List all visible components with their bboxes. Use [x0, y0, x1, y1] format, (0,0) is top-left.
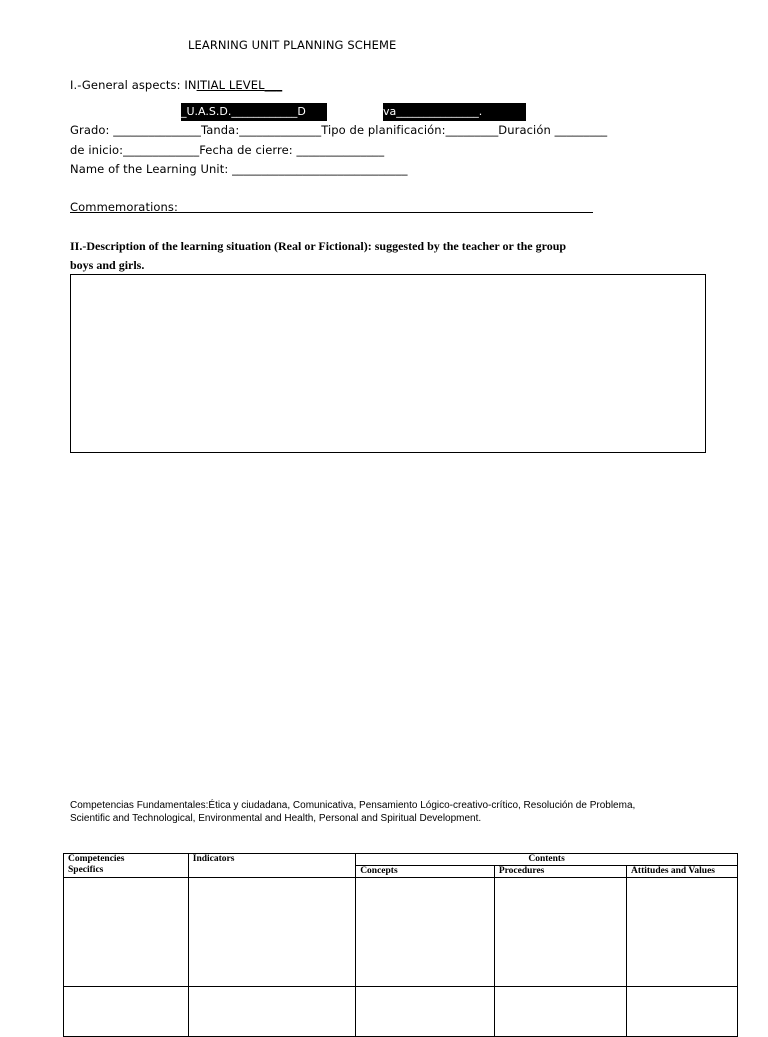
description-heading	[70, 237, 566, 275]
header-competencies-line-1: Competencies	[68, 854, 125, 864]
header-contents: Contents	[356, 854, 738, 866]
header-competencies-line-2: Specifics	[68, 865, 104, 875]
table-cell[interactable]	[188, 987, 355, 1037]
commemorations-line[interactable]	[173, 212, 593, 213]
tipo-planificacion-field[interactable]: Tipo de planificación:_________	[321, 123, 499, 137]
competencies-line-1: Competencias Fundamentales:Ética y ciudadana, Comunicativa, Pensamiento Lógico-creativo-crítico, Resolución de Problema,	[70, 800, 636, 811]
table-cell[interactable]	[356, 878, 495, 987]
commemorations-label: Commemorations:	[70, 200, 178, 214]
initial-level-text: ITIAL LEVEL	[196, 78, 265, 92]
tanda-field[interactable]: Tanda:______________	[201, 123, 322, 137]
table-cell[interactable]	[64, 987, 189, 1037]
fields-row-2	[70, 143, 384, 157]
table-row	[64, 987, 738, 1037]
description-box[interactable]	[70, 274, 706, 453]
table-row	[64, 878, 738, 987]
table-cell[interactable]	[494, 987, 626, 1037]
header-concepts: Concepts	[356, 866, 495, 878]
redaction-bar-left	[181, 103, 327, 121]
description-line-1: II.-Description of the learning situation (Real or Fictional): suggested by the teacher or the group	[70, 239, 567, 253]
planning-table	[63, 853, 738, 1037]
initial-level-blank: ___	[264, 78, 283, 92]
header-procedures: Procedures	[494, 866, 626, 878]
header-attitudes: Attitudes and Values	[627, 866, 738, 878]
grado-field[interactable]: Grado: _______________	[70, 123, 202, 137]
table-cell[interactable]	[188, 878, 355, 987]
table-cell[interactable]	[64, 878, 189, 987]
competencies-text	[70, 799, 710, 825]
header-competencies	[64, 854, 189, 878]
competencies-line-2: Scientific and Technological, Environmental and Health, Personal and Spiritual Development.	[70, 813, 482, 824]
description-line-2: boys and girls.	[70, 258, 145, 272]
table-cell[interactable]	[627, 878, 738, 987]
general-aspects-line	[70, 78, 282, 92]
table-cell[interactable]	[627, 987, 738, 1037]
duracion-field[interactable]: Duración _________	[498, 123, 608, 137]
fecha-inicio-field[interactable]: de inicio:_____________	[70, 143, 200, 157]
fecha-cierre-field[interactable]: Fecha de cierre: _______________	[199, 143, 385, 157]
table-cell[interactable]	[494, 878, 626, 987]
page-title: LEARNING UNIT PLANNING SCHEME	[188, 38, 397, 52]
header-indicators: Indicators	[188, 854, 355, 878]
learning-unit-name-field[interactable]: Name of the Learning Unit: ______________________________	[70, 162, 408, 176]
redaction-bar-left-text: _U.A.S.D.____________D	[181, 105, 306, 118]
general-aspects-label: I.-General aspects: IN	[70, 78, 197, 92]
redaction-bar-right-text: va_______________.	[383, 105, 483, 118]
fields-row-1	[70, 123, 607, 137]
redaction-bar-right	[383, 103, 526, 121]
table-cell[interactable]	[356, 987, 495, 1037]
